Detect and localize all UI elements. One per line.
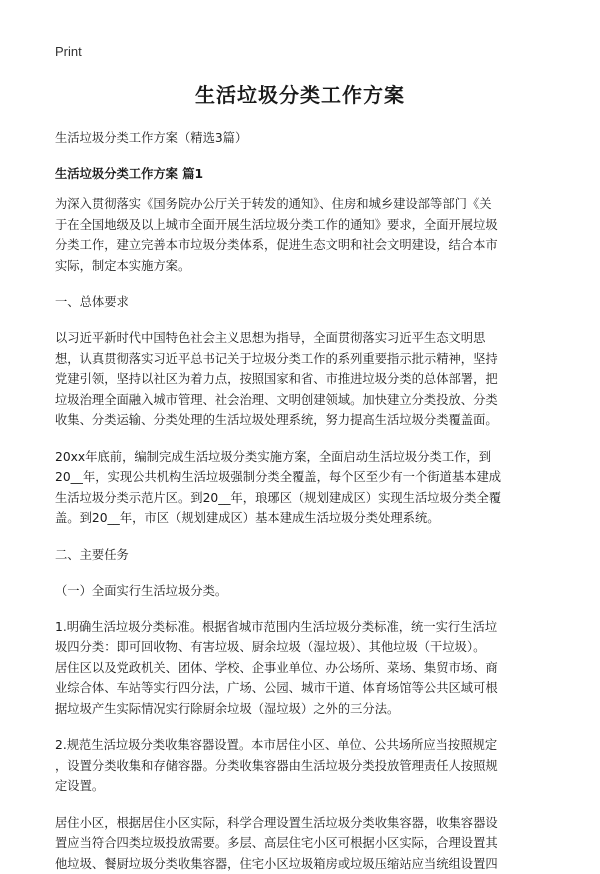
document-subtitle: 生活垃圾分类工作方案（精选3篇） [55,128,545,148]
text-line: 20xx年底前，编制完成生活垃圾分类实施方案，全面启动生活垃圾分类工作，到 [55,447,545,468]
text-line: 分类工作，建立完善本市垃圾分类体系，促进生态文明和社会文明建设，结合本市 [55,235,545,256]
document-body [55,194,545,874]
text-line: 以习近平新时代中国特色社会主义思想为指导，全面贯彻落实习近平生态文明思 [55,328,545,349]
paragraph [55,194,545,276]
text-line: 居住区以及党政机关、团体、学校、企事业单位、办公场所、菜场、集贸市场、商 [55,658,545,679]
text-line: 据垃圾产生实际情况实行除厨余垃圾（湿垃圾）之外的三分法。 [55,699,545,720]
text-line: 党建引领，坚持以社区为着力点，按照国家和省、市推进垃圾分类的总体部署，把 [55,369,545,390]
text-line: 收集、分类运输、分类处理的生活垃圾处理系统，努力提高生活垃圾分类覆盖面。 [55,410,545,431]
text-line: 想，认真贯彻落实习近平总书记关于垃圾分类工作的系列重要指示批示精神，坚持 [55,349,545,370]
paragraph [55,617,545,720]
document-title: 生活垃圾分类工作方案 [55,82,545,108]
text-line: 圾四分类：即可回收物、有害垃圾、厨余垃圾（湿垃圾）、其他垃圾（干垃圾）。 [55,637,545,658]
print-label[interactable]: Print [55,44,545,60]
text-line: 2.规范生活垃圾分类收集容器设置。本市居住小区、单位、公共场所应当按照规定 [55,735,545,756]
text-line: ，设置分类收集和存储容器。分类收集容器由生活垃圾分类投放管理责任人按照规 [55,756,545,777]
text-line: 一、总体要求 [55,292,545,312]
section-heading [55,545,545,565]
paragraph [55,735,545,797]
section-title: 生活垃圾分类工作方案 篇1 [55,164,545,184]
text-line: （一）全面实行生活垃圾分类。 [55,581,545,601]
paragraph [55,328,545,431]
text-line: 他垃圾、餐厨垃圾分类收集容器，住宅小区垃圾箱房或垃圾压缩站应当统组设置四 [55,854,545,874]
section-heading [55,581,545,601]
text-line: 生活垃圾分类示范片区。到20__年，琅琊区（规划建成区）实现生活垃圾分类全覆 [55,488,545,509]
text-line: 置应当符合四类垃圾投放需要。多层、高层住宅小区可根据小区实际，合理设置其 [55,833,545,854]
paragraph [55,447,545,529]
text-line: 1.明确生活垃圾分类标准。根据省城市范围内生活垃圾分类标准，统一实行生活垃 [55,617,545,638]
text-line: 垃圾治理全面融入城市管理、社会治理、文明创建领域。加快建立分类投放、分类 [55,390,545,411]
text-line: 业综合体、车站等实行四分法，广场、公园、城市干道、体育场馆等公共区域可根 [55,678,545,699]
paragraph [55,813,545,874]
text-line: 盖。到20__年，市区（规划建成区）基本建成生活垃圾分类处理系统。 [55,508,545,529]
text-line: 居住小区，根据居住小区实际，科学合理设置生活垃圾分类收集容器，收集容器设 [55,813,545,834]
text-line: 实际，制定本实施方案。 [55,256,545,277]
text-line: 定设置。 [55,776,545,797]
text-line: 20__年，实现公共机构生活垃圾强制分类全覆盖，每个区至少有一个街道基本建成 [55,467,545,488]
text-line: 于在全国地级及以上城市全面开展生活垃圾分类工作的通知》要求，全面开展垃圾 [55,215,545,236]
text-line: 为深入贯彻落实《国务院办公厅关于转发的通知》、住房和城乡建设部等部门《关 [55,194,545,215]
section-heading [55,292,545,312]
text-line: 二、主要任务 [55,545,545,565]
